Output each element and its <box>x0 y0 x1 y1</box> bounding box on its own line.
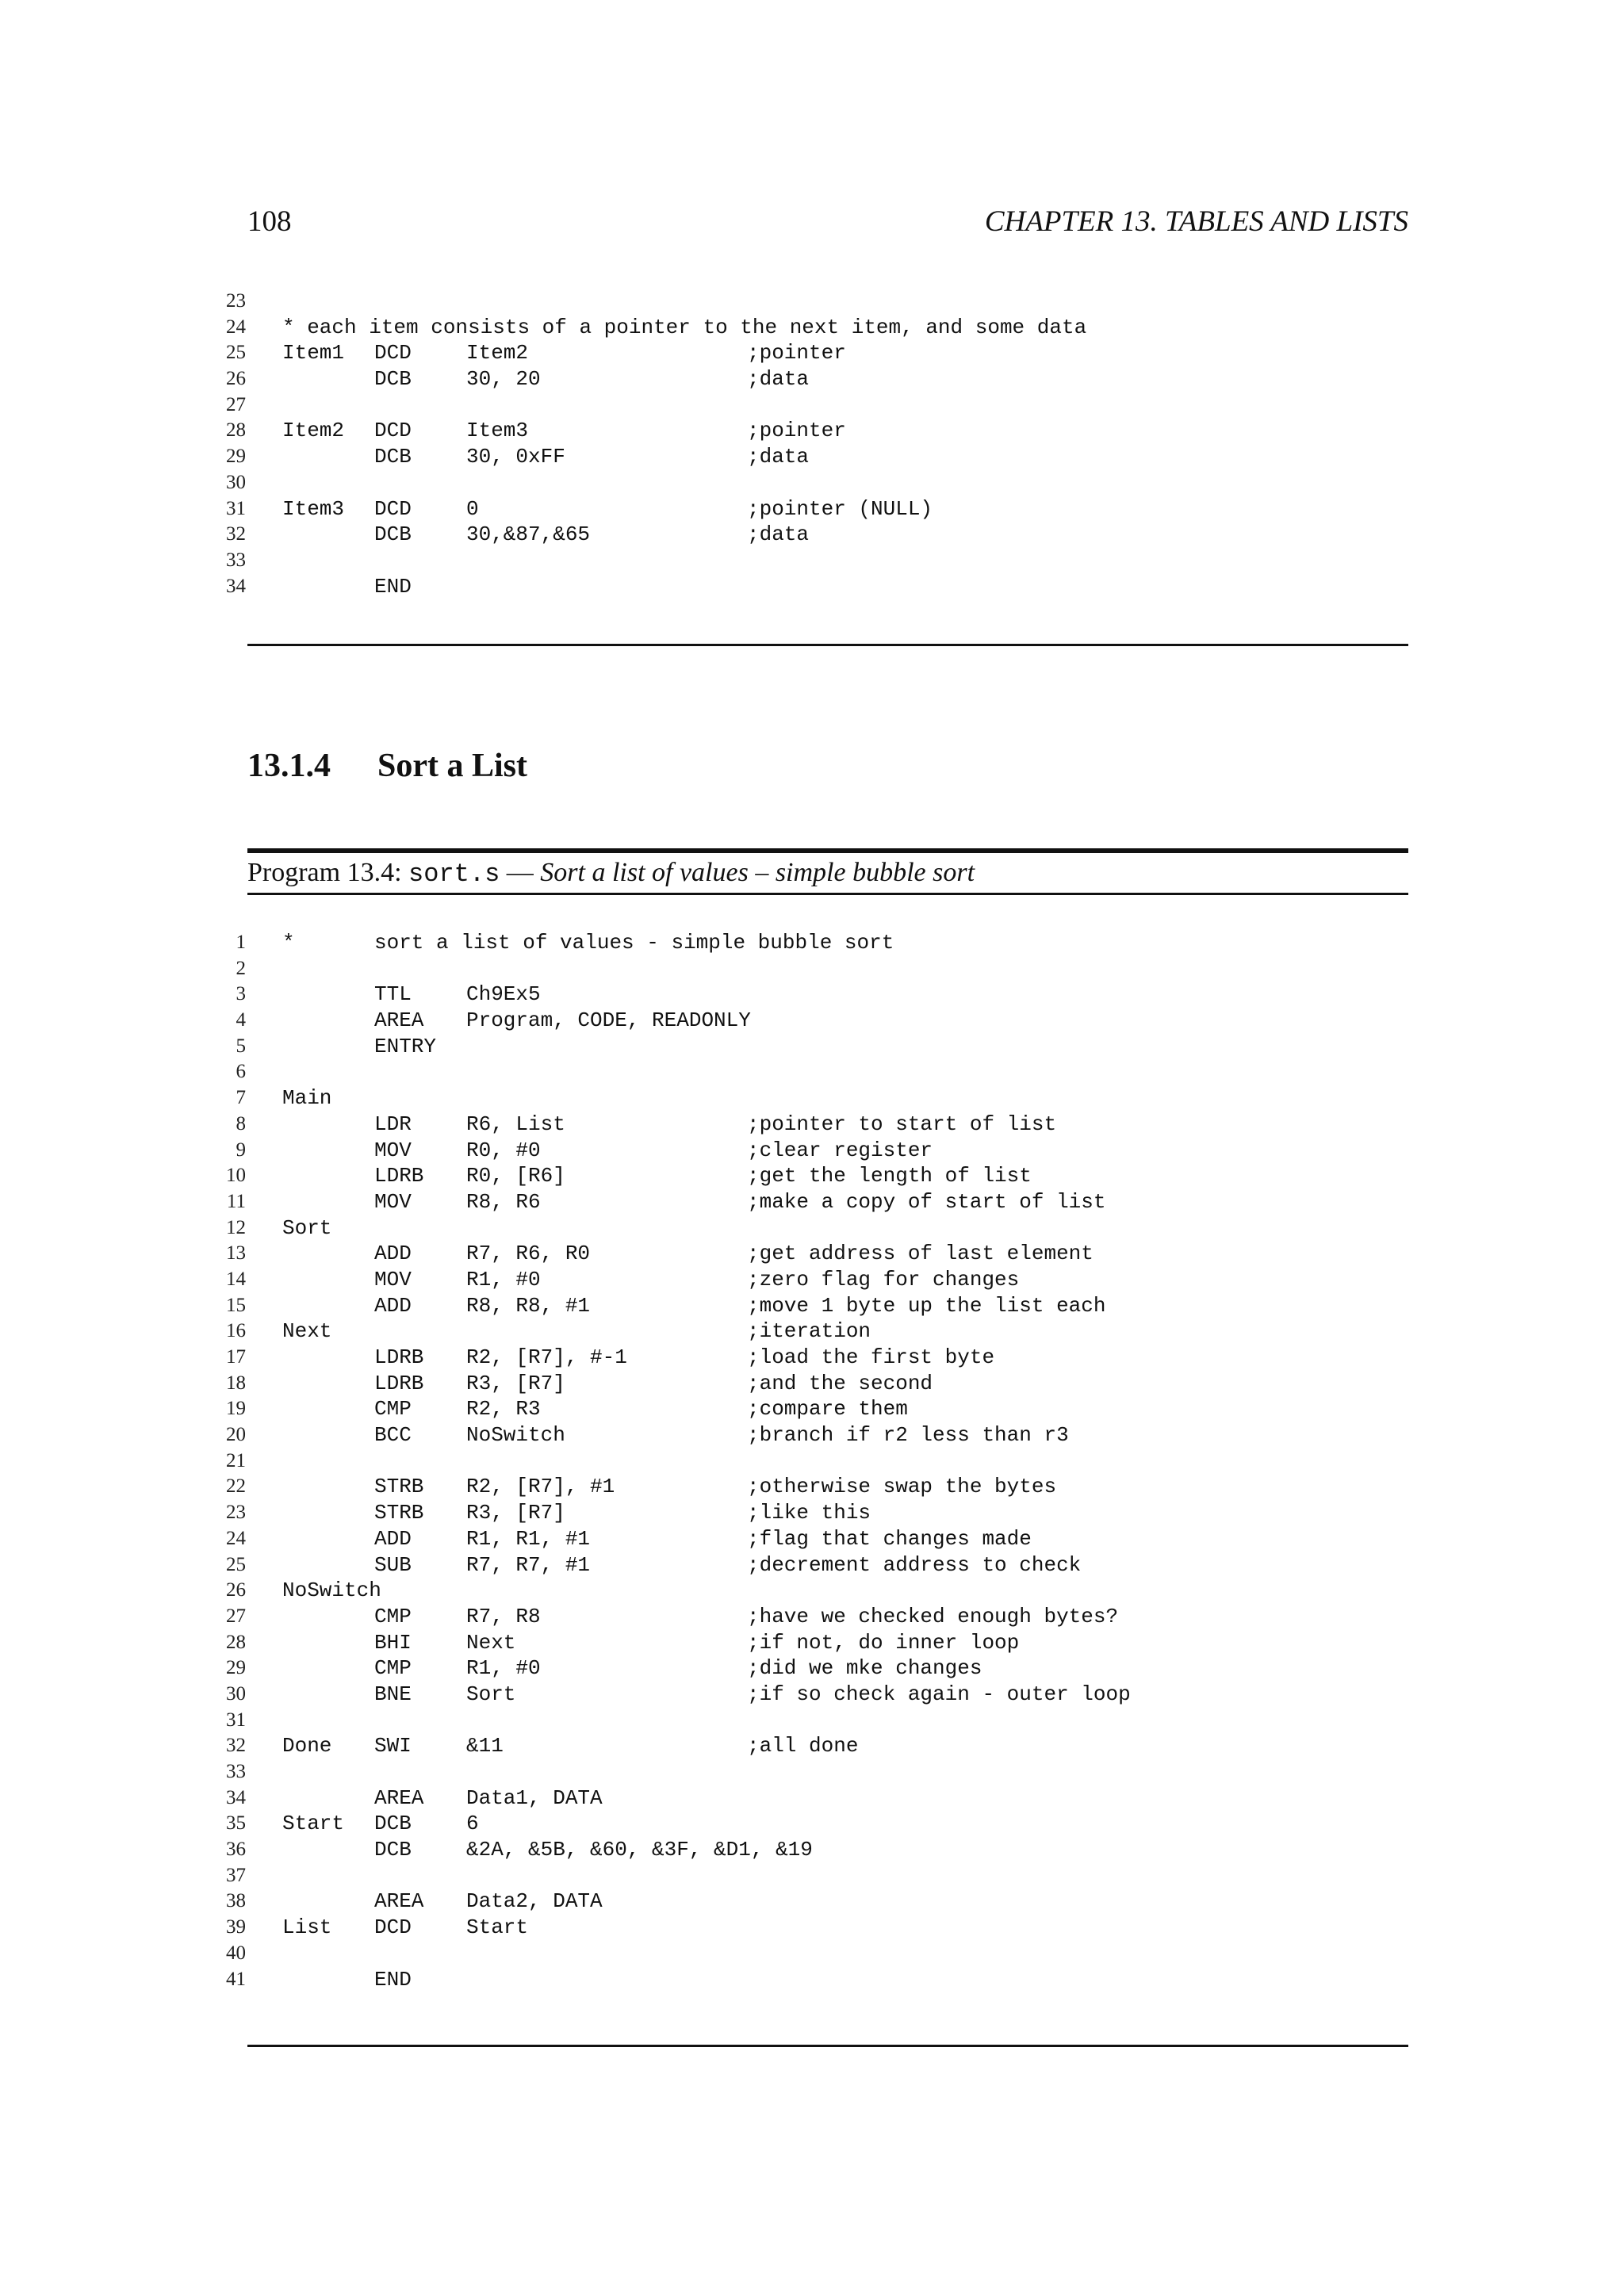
code-operands: 6 <box>466 1812 479 1836</box>
line-number: 30 <box>226 1682 246 1705</box>
code-line <box>219 548 1408 574</box>
code-label: Main <box>282 1086 332 1111</box>
section-title: Sort a List <box>377 748 527 784</box>
section-number: 13.1.4 <box>247 748 331 784</box>
code-operands: NoSwitch <box>466 1423 565 1448</box>
code-operands: R0, #0 <box>466 1138 541 1162</box>
code-line <box>219 1888 1408 1915</box>
code-comment: ;clear register <box>747 1138 933 1162</box>
code-operands: &2A, &5B, &60, &3F, &D1, &19 <box>466 1838 813 1862</box>
code-line <box>219 1500 1408 1526</box>
page-number: 108 <box>247 205 292 238</box>
code-line <box>219 1371 1408 1397</box>
code-line <box>219 496 1408 522</box>
code-line <box>219 315 1408 341</box>
listing-end-rule-bottom <box>247 2045 1408 2047</box>
line-number: 23 <box>226 290 246 312</box>
line-number: 8 <box>236 1112 246 1135</box>
code-operands: R1, #0 <box>466 1267 541 1292</box>
line-number: 30 <box>226 471 246 493</box>
code-comment: ;if so check again - outer loop <box>747 1682 1131 1706</box>
code-comment: ;decrement address to check <box>747 1552 1082 1577</box>
code-operands: R2, [R7], #-1 <box>466 1345 627 1369</box>
code-comment-line: * each item consists of a pointer to the next item, and some data <box>282 315 1087 339</box>
code-line <box>219 1059 1408 1085</box>
code-label: Start <box>282 1812 345 1836</box>
code-comment: ;pointer (NULL) <box>747 496 933 521</box>
line-number: 40 <box>226 1942 246 1964</box>
code-operands: Next <box>466 1630 516 1655</box>
section-heading <box>247 747 527 785</box>
code-operands: &11 <box>466 1734 504 1758</box>
code-opcode: DCB <box>374 522 412 547</box>
code-opcode: AREA <box>374 1785 424 1810</box>
code-operands: R7, R6, R0 <box>466 1242 591 1266</box>
code-operands: R3, [R7] <box>466 1501 565 1525</box>
code-line <box>219 1655 1408 1682</box>
code-label: Done <box>282 1734 332 1758</box>
line-number: 29 <box>226 1657 246 1679</box>
code-line <box>219 392 1408 419</box>
line-number: 32 <box>226 523 246 545</box>
line-number: 39 <box>226 1916 246 1938</box>
code-label: Sort <box>282 1215 332 1240</box>
line-number: 17 <box>226 1346 246 1368</box>
line-number: 18 <box>226 1372 246 1394</box>
code-opcode: ADD <box>374 1242 412 1266</box>
code-line <box>219 1604 1408 1630</box>
code-opcode: DCD <box>374 1915 412 1940</box>
line-number: 3 <box>236 983 246 1005</box>
code-line <box>219 1759 1408 1785</box>
code-line <box>219 1241 1408 1267</box>
code-line <box>219 1189 1408 1215</box>
code-opcode: LDRB <box>374 1371 424 1395</box>
code-line <box>219 1915 1408 1941</box>
code-line <box>219 574 1408 600</box>
code-opcode: BHI <box>374 1630 412 1655</box>
code-line <box>219 1811 1408 1837</box>
line-number: 20 <box>226 1424 246 1446</box>
code-comment: ;pointer <box>747 419 846 443</box>
code-operands: R2, R3 <box>466 1397 541 1422</box>
line-number: 31 <box>226 497 246 519</box>
code-label: Next <box>282 1319 332 1344</box>
line-number: 22 <box>226 1475 246 1498</box>
line-number: 12 <box>226 1216 246 1238</box>
line-number: 37 <box>226 1864 246 1886</box>
code-line <box>219 930 1408 956</box>
code-line <box>219 1318 1408 1345</box>
code-opcode: DCB <box>374 445 412 469</box>
line-number: 24 <box>226 1527 246 1549</box>
code-opcode: STRB <box>374 1501 424 1525</box>
line-number: 32 <box>226 1735 246 1757</box>
code-comment: ;get address of last element <box>747 1242 1094 1266</box>
code-line <box>219 982 1408 1008</box>
code-operands: Data2, DATA <box>466 1889 603 1914</box>
line-number: 21 <box>226 1449 246 1471</box>
code-opcode: LDRB <box>374 1164 424 1188</box>
code-comment: ;all done <box>747 1734 859 1758</box>
code-comment: ;iteration <box>747 1319 871 1344</box>
code-comment: ;zero flag for changes <box>747 1267 1020 1292</box>
code-comment: ;data <box>747 367 810 392</box>
line-number: 34 <box>226 1786 246 1808</box>
line-number: 7 <box>236 1087 246 1109</box>
code-label: Item1 <box>282 341 345 365</box>
code-label: Item3 <box>282 496 345 521</box>
code-operands: 30,&87,&65 <box>466 522 591 547</box>
code-opcode: ENTRY <box>374 1034 437 1058</box>
caption-filename: sort.s <box>408 859 500 889</box>
code-operands: R1, R1, #1 <box>466 1526 591 1551</box>
code-comment: ;otherwise swap the bytes <box>747 1475 1057 1499</box>
line-number: 35 <box>226 1812 246 1835</box>
code-opcode: CMP <box>374 1397 412 1422</box>
code-line <box>219 1552 1408 1578</box>
code-opcode: MOV <box>374 1138 412 1162</box>
line-number: 38 <box>226 1890 246 1912</box>
line-number: 28 <box>226 419 246 442</box>
line-number: 26 <box>226 368 246 390</box>
code-opcode: BCC <box>374 1423 412 1448</box>
line-number: 1 <box>236 932 246 953</box>
code-line <box>219 418 1408 444</box>
caption-top-rule <box>247 848 1408 853</box>
line-number: 34 <box>226 575 246 597</box>
code-comment: ;pointer to start of list <box>747 1112 1057 1136</box>
code-opcode: CMP <box>374 1604 412 1628</box>
code-line <box>219 1293 1408 1319</box>
code-line <box>219 1630 1408 1656</box>
line-number: 41 <box>226 1968 246 1990</box>
code-opcode: AREA <box>374 1889 424 1914</box>
listing-end-rule <box>247 644 1408 646</box>
code-line <box>219 1863 1408 1889</box>
code-line <box>219 1733 1408 1759</box>
code-opcode: LDR <box>374 1112 412 1136</box>
code-opcode: DCD <box>374 496 412 521</box>
code-operands: Start <box>466 1915 529 1940</box>
code-comment: ;and the second <box>747 1371 933 1395</box>
code-operands: R1, #0 <box>466 1656 541 1681</box>
line-number: 36 <box>226 1839 246 1861</box>
code-opcode: sort a list of values - simple bubble sort <box>374 931 894 955</box>
line-number: 2 <box>236 957 246 979</box>
code-opcode: MOV <box>374 1189 412 1214</box>
code-opcode: MOV <box>374 1267 412 1292</box>
running-head <box>247 205 1408 243</box>
code-opcode: DCB <box>374 1838 412 1862</box>
caption-description: Sort a list of values – simple bubble sort <box>540 858 975 887</box>
code-operands: R2, [R7], #1 <box>466 1475 615 1499</box>
code-line <box>219 1474 1408 1500</box>
code-label: NoSwitch <box>282 1578 381 1603</box>
code-line <box>219 1941 1408 1967</box>
code-comment: ;data <box>747 522 810 547</box>
code-opcode: STRB <box>374 1475 424 1499</box>
line-number: 25 <box>226 342 246 364</box>
code-line <box>219 1708 1408 1734</box>
code-line <box>219 1008 1408 1034</box>
code-operands: Sort <box>466 1682 516 1706</box>
code-operands: 30, 0xFF <box>466 445 565 469</box>
code-label: * <box>282 931 295 955</box>
code-line <box>219 1682 1408 1708</box>
code-comment: ;have we checked enough bytes? <box>747 1604 1119 1628</box>
line-number: 29 <box>226 446 246 468</box>
code-operands: R6, List <box>466 1112 565 1136</box>
code-line <box>219 1215 1408 1242</box>
line-number: 27 <box>226 393 246 415</box>
code-line <box>219 1085 1408 1112</box>
code-opcode: DCD <box>374 419 412 443</box>
code-comment: ;get the length of list <box>747 1164 1032 1188</box>
code-operands: Item2 <box>466 341 529 365</box>
line-number: 14 <box>226 1268 246 1290</box>
line-number: 19 <box>226 1398 246 1420</box>
code-opcode: CMP <box>374 1656 412 1681</box>
code-operands: 0 <box>466 496 479 521</box>
caption-bottom-rule <box>247 893 1408 895</box>
code-opcode: DCB <box>374 367 412 392</box>
code-opcode: END <box>374 1967 412 1992</box>
code-comment: ;did we mke changes <box>747 1656 982 1681</box>
line-number: 9 <box>236 1138 246 1161</box>
code-comment: ;data <box>747 445 810 469</box>
code-line <box>219 366 1408 392</box>
code-line <box>219 289 1408 315</box>
code-comment: ;move 1 byte up the list each <box>747 1293 1106 1318</box>
code-operands: Program, CODE, READONLY <box>466 1008 751 1033</box>
code-line <box>219 1267 1408 1293</box>
line-number: 10 <box>226 1165 246 1187</box>
line-number: 11 <box>226 1190 246 1212</box>
line-number: 13 <box>226 1242 246 1265</box>
code-comment: ;pointer <box>747 341 846 365</box>
code-line <box>219 1138 1408 1164</box>
code-line <box>219 1345 1408 1371</box>
code-line <box>219 1837 1408 1863</box>
code-operands: R3, [R7] <box>466 1371 565 1395</box>
program-caption <box>247 855 1408 891</box>
code-label: Item2 <box>282 419 345 443</box>
code-line <box>219 1448 1408 1475</box>
code-comment: ;if not, do inner loop <box>747 1630 1020 1655</box>
code-comment: ;flag that changes made <box>747 1526 1032 1551</box>
code-line <box>219 1034 1408 1060</box>
line-number: 33 <box>226 549 246 571</box>
code-listing-sort <box>219 930 1408 1992</box>
code-operands: Item3 <box>466 419 529 443</box>
code-operands: R0, [R6] <box>466 1164 565 1188</box>
code-operands: 30, 20 <box>466 367 541 392</box>
code-line <box>219 1163 1408 1189</box>
code-listing-continued <box>219 289 1408 599</box>
line-number: 16 <box>226 1320 246 1342</box>
code-line <box>219 1396 1408 1422</box>
code-opcode: ADD <box>374 1526 412 1551</box>
code-opcode: AREA <box>374 1008 424 1033</box>
code-comment: ;branch if r2 less than r3 <box>747 1423 1069 1448</box>
code-line <box>219 340 1408 366</box>
code-opcode: SWI <box>374 1734 412 1758</box>
code-operands: Data1, DATA <box>466 1785 603 1810</box>
code-operands: R7, R7, #1 <box>466 1552 591 1577</box>
code-operands: R8, R8, #1 <box>466 1293 591 1318</box>
code-line <box>219 1967 1408 1993</box>
code-opcode: DCB <box>374 1812 412 1836</box>
line-number: 15 <box>226 1294 246 1316</box>
code-line <box>219 1785 1408 1812</box>
code-line <box>219 1112 1408 1138</box>
code-opcode: BNE <box>374 1682 412 1706</box>
code-label: List <box>282 1915 332 1940</box>
line-number: 24 <box>226 316 246 338</box>
code-opcode: SUB <box>374 1552 412 1577</box>
code-line <box>219 522 1408 548</box>
code-operands: R7, R8 <box>466 1604 541 1628</box>
code-opcode: DCD <box>374 341 412 365</box>
line-number: 33 <box>226 1761 246 1782</box>
caption-prefix: Program 13.4: <box>247 858 409 887</box>
line-number: 25 <box>226 1553 246 1575</box>
code-opcode: ADD <box>374 1293 412 1318</box>
code-line <box>219 956 1408 982</box>
line-number: 31 <box>226 1709 246 1731</box>
line-number: 23 <box>226 1502 246 1524</box>
line-number: 28 <box>226 1631 246 1653</box>
line-number: 4 <box>236 1009 246 1031</box>
caption-dash: — <box>500 858 541 887</box>
code-opcode: END <box>374 574 412 599</box>
line-number: 5 <box>236 1035 246 1057</box>
chapter-title: CHAPTER 13. TABLES AND LISTS <box>984 205 1408 238</box>
code-comment: ;load the first byte <box>747 1345 995 1369</box>
code-opcode: TTL <box>374 982 412 1007</box>
code-comment: ;compare them <box>747 1397 908 1422</box>
code-comment: ;make a copy of start of list <box>747 1189 1106 1214</box>
code-line <box>219 1422 1408 1448</box>
line-number: 27 <box>226 1605 246 1627</box>
code-opcode: LDRB <box>374 1345 424 1369</box>
code-line <box>219 444 1408 470</box>
code-comment: ;like this <box>747 1501 871 1525</box>
code-operands: R8, R6 <box>466 1189 541 1214</box>
code-line <box>219 470 1408 496</box>
line-number: 6 <box>236 1061 246 1083</box>
code-operands: Ch9Ex5 <box>466 982 541 1007</box>
line-number: 26 <box>226 1579 246 1601</box>
code-line <box>219 1526 1408 1552</box>
code-line <box>219 1578 1408 1604</box>
